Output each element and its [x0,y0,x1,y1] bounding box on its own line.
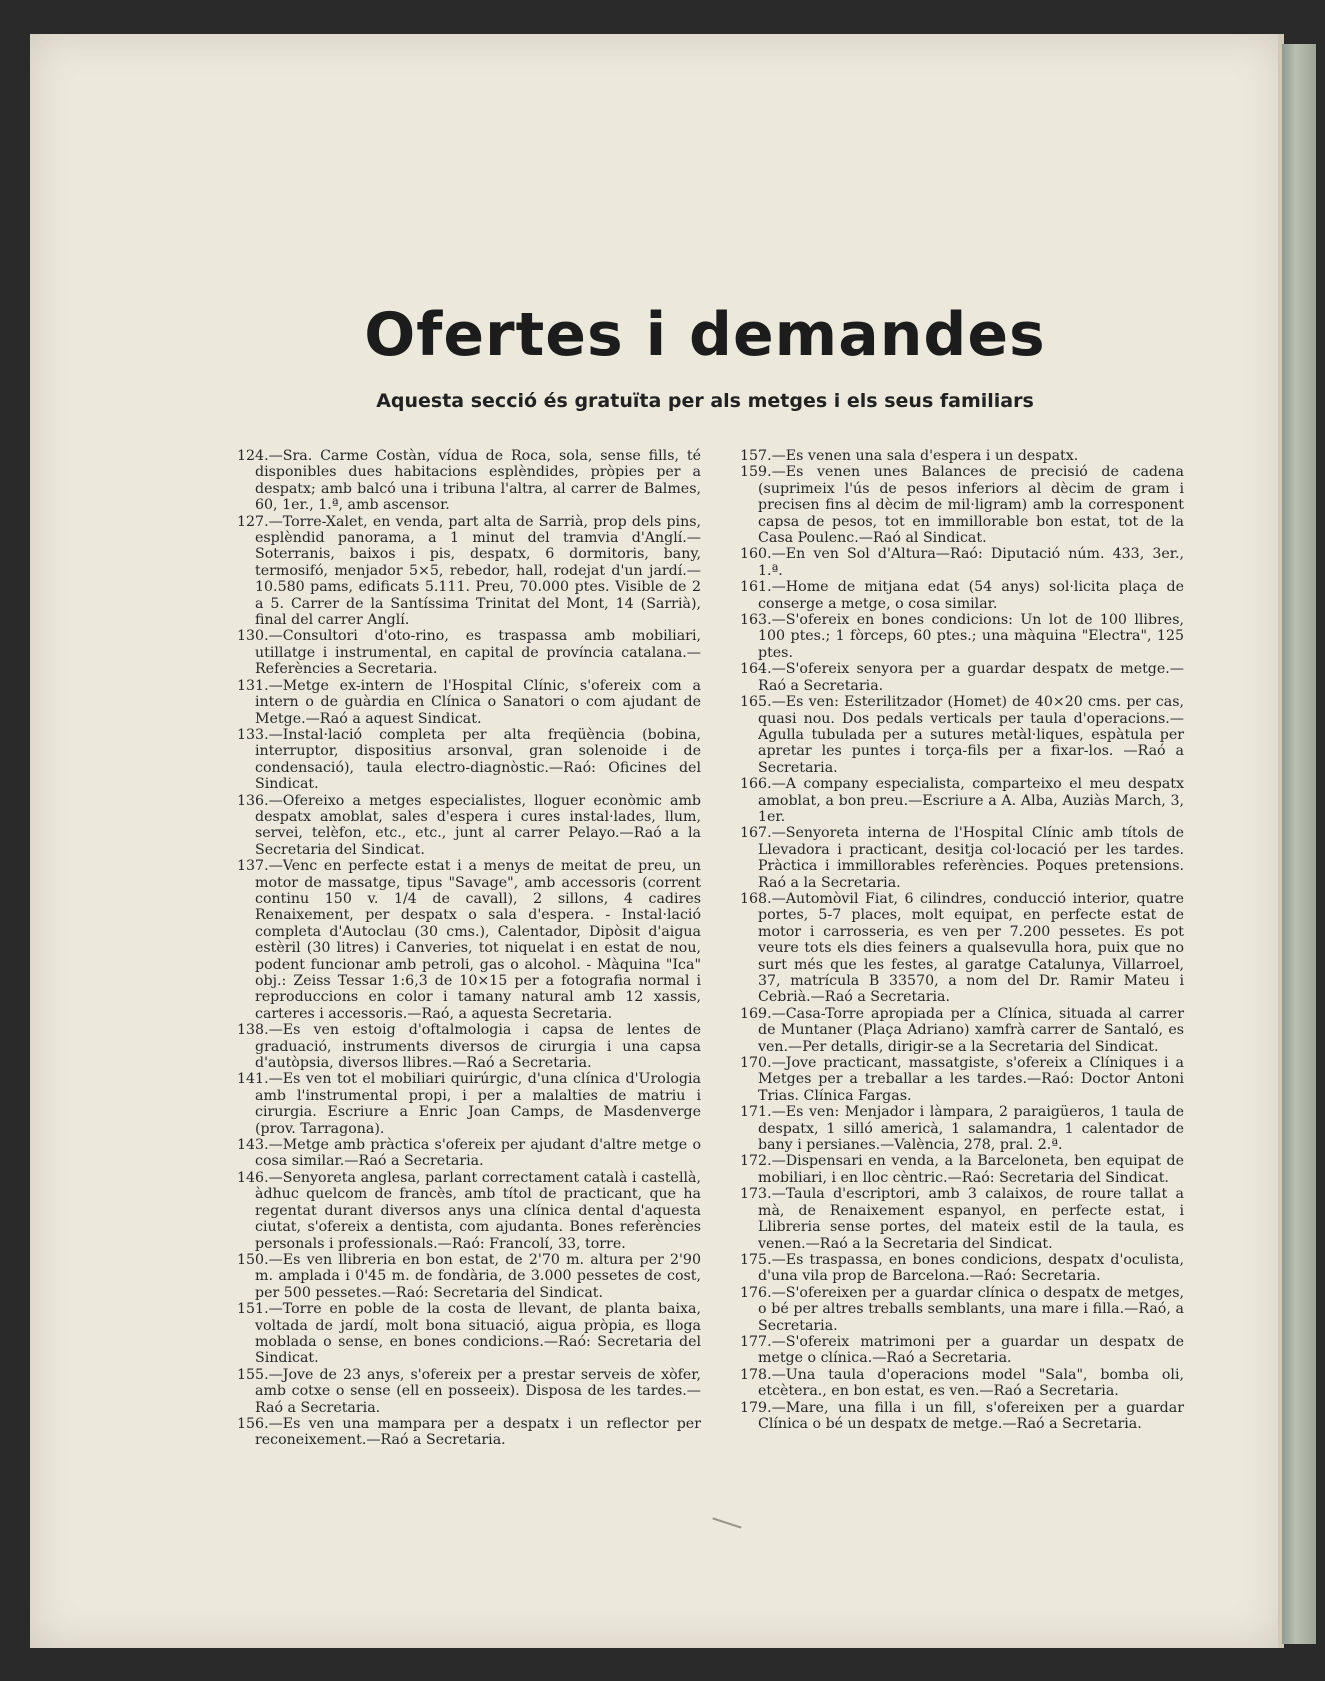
page-title: Ofertes i demandes [364,300,1046,370]
listing-176: 176.—S'ofereixen per a guardar clínica o despatx de metges, o bé per altres treballs semblants, una mare i filla.—Raó, a Secretaria. [740,1284,1184,1334]
listing-155: 155.—Jove de 23 anys, s'ofereix per a prestar serveis de xòfer, amb cotxe o sense (ell en posseeix). Disposa de les tardes.—Raó a Secretaria. [237,1366,701,1416]
listing-127: 127.—Torre-Xalet, en venda, part alta de Sarrià, prop dels pins, esplèndid panorama, a 1 minut del tramvia d'Anglí.—Soterranis, baixos i pis, despatx, 6 dormitoris, bany, termosifó, menjador 5×5, rebedor, hall, rodejat d'un jardí.—10.580 pams, edificats 5.111. Preu, 70.000 ptes. Visible de 2 a 5. Carrer de la Santíssima Trinitat del Mont, 14 (Sarrià), final del carrer Anglí. [237,513,701,629]
listing-137: 137.—Venc en perfecte estat i a menys de meitat de preu, un motor de massatge, tipus "Savage", amb accessoris (corrent continu 150 v. 1/4 de cavall), 2 sillons, 4 cadires Renaixement, per despatx o sala d'espera. - Instal·lació completa d'Autoclau (30 cms.), Calentador, Dipòsit d'aigua estèril (30 litres) i Canveries, tot niquelat i en estat de nou, podent funcionar amb petroli, gas o alcohol. - Màquina "Ica" obj.: Zeiss Tessar 1:6,3 de 10×15 per a fotografia normal i reproduccions en color i tamany natural amb 12 xassis, carteres i accessoris.—Raó, a aquesta Secretaria. [237,858,701,1022]
listing-141: 141.—Es ven tot el mobiliari quirúrgic, d'una clínica d'Urologia amb l'instrumental propi, i per a malalties de matriu i cirurgia. Escriure a Enric Joan Camps, de Masdenverge (prov. Tarragona). [237,1071,701,1137]
listing-165: 165.—Es ven: Esterilitzador (Homet) de 40×20 cms. per cas, quasi nou. Dos pedals verticals per taula d'operacions.—Agulla tubulada per a sutures metàl·liques, espàtula per apretar les puntes i torça-fils per a fixar-los. —Raó a Secretaria. [740,694,1184,776]
listing-150: 150.—Es ven llibreria en bon estat, de 2'70 m. altura per 2'90 m. amplada i 0'45 m. de fondària, de 3.000 pessetes de cost, per 500 pessetes.—Raó: Secretaria del Sindicat. [237,1251,701,1301]
right-column [740,448,1184,1432]
listing-169: 169.—Casa-Torre apropiada per a Clínica, situada al carrer de Muntaner (Plaça Adriano) xamfrà carrer de Santaló, es ven.—Per detalls, dirigir-se a la Secretaria del Sindicat. [740,1005,1184,1055]
listing-172: 172.—Dispensari en venda, a la Barceloneta, ben equipat de mobiliari, i en lloc cèntric.—Raó: Secretaria del Sindicat. [740,1153,1184,1186]
listing-146: 146.—Senyoreta anglesa, parlant correctament català i castellà, àdhuc quelcom de francès, amb títol de practicant, que ha regentat durant diversos anys una clínica dental d'aquesta ciutat, s'ofereix a dentista, com ajudanta. Bones referències personals i professionals.—Raó: Francolí, 33, torre. [237,1169,701,1252]
listing-157: 157.—Es venen una sala d'espera i un despatx. [740,448,1079,464]
listing-130: 130.—Consultori d'oto-rino, es traspassa amb mobiliari, utillatge i instrumental, en capital de província catalana.—Referències a Secretaria. [237,628,701,678]
page-subtitle: Aquesta secció és gratuïta per als metges i els seus familiars [376,390,1034,412]
left-column [237,448,701,1449]
listing-168: 168.—Automòvil Fiat, 6 cilindres, conducció interior, quatre portes, 5-7 places, molt equipat, en perfecte estat de motor i carrosseria, es ven per 7.200 pessetes. Es pot veure tots els dies feiners a qualsevulla hora, puix que no surt més que les festes, al garatge Catalunya, Villarroel, 37, matrícula B 33570, a nom del Dr. Ramir Mateu i Cebrià.—Raó a Secretaria. [740,890,1184,1006]
listing-161: 161.—Home de mitjana edat (54 anys) sol·licita plaça de conserge a metge, o cosa similar. [740,579,1184,612]
next-page-edge [1282,44,1316,1644]
listing-178: 178.—Una taula d'operacions model "Sala", bomba oli, etcètera., en bon estat, es ven.—Raó a Secretaria. [740,1366,1184,1400]
listing-179: 179.—Mare, una filla i un fill, s'ofereixen per a guardar Clínica o bé un despatx de metge.—Raó a Secretaria. [740,1399,1184,1432]
listing-163: 163.—S'ofereix en bones condicions: Un lot de 100 llibres, 100 ptes.; 1 fòrceps, 60 ptes.; una màquina "Electra", 125 ptes. [740,612,1184,661]
listing-151: 151.—Torre en poble de la costa de llevant, de planta baixa, voltada de jardí, molt bona situació, aigua pròpia, es lloga moblada o sense, en bones condicions.—Raó: Secretaria del Sindicat. [237,1301,701,1367]
listing-156: 156.—Es ven una mampara per a despatx i un reflector per reconeixement.—Raó a Secretaria. [237,1415,701,1449]
listing-171: 171.—Es ven: Menjador i làmpara, 2 paraigüeros, 1 taula de despatx, 1 silló americà, 1 salamandra, 1 calentador de bany i persianes.—València, 278, pral. 2.ª. [740,1104,1184,1154]
listing-160: 160.—En ven Sol d'Altura—Raó: Diputació núm. 433, 3er., 1.ª. [740,546,1184,579]
listing-133: 133.—Instal·lació completa per alta freqüència (bobina, interruptor, dispositius arsonval, gran solenoide i de condensació), taula electro-diagnòstic.—Raó: Oficines del Sindicat. [237,726,701,793]
listing-138: 138.—Es ven estoig d'oftalmologia i capsa de lentes de graduació, instruments diversos de cirurgia i una capsa d'autòpsia, diversos llibres.—Raó a Secretaria. [237,1022,701,1072]
listing-124: 124.—Sra. Carme Costàn, vídua de Roca, sola, sense fills, té disponibles dues habitacions esplèndides, pròpies per a despatx; amb balcó una i tribuna l'altra, al carrer de Balmes, 60, 1er., 1.ª, amb ascensor. [237,448,701,514]
listing-131: 131.—Metge ex-intern de l'Hospital Clínic, s'ofereix com a intern o de guàrdia en Clínica o Sanatori o com ajudant de Metge.—Raó a aquest Sindicat. [237,677,701,727]
listing-170: 170.—Jove practicant, massatgiste, s'ofereix a Clíniques i a Metges per a treballar a les tardes.—Raó: Doctor Antoni Trias. Clínica Fargas. [740,1055,1184,1104]
listing-166: 166.—A company especialista, comparteixo el meu despatx amoblat, a bon preu.—Escriure a A. Alba, Auziàs March, 3, 1er. [740,776,1184,825]
listing-164: 164.—S'ofereix senyora per a guardar despatx de metge.—Raó a Secretaria. [740,661,1184,694]
listing-177: 177.—S'ofereix matrimoni per a guardar un despatx de metge o clínica.—Raó a Secretaria. [740,1333,1184,1367]
listing-136: 136.—Ofereixo a metges especialistes, lloguer econòmic amb despatx amoblat, sales d'espera i cures instal·lades, llum, servei, telèfon, etc., etc., junt al carrer Pelayo.—Raó a la Secretaria del Sindicat. [237,792,701,858]
listing-143: 143.—Metge amb pràctica s'ofereix per ajudant d'altre metge o cosa similar.—Raó a Secretaria. [237,1137,701,1170]
listing-167: 167.—Senyoreta interna de l'Hospital Clínic amb títols de Llevadora i practicant, desitja col·locació per les tardes. Pràctica i immillorables referències. Poques pretensions. Raó a la Secretaria. [740,825,1184,891]
listing-175: 175.—Es traspassa, en bones condicions, despatx d'oculista, d'una vila prop de Barcelona.—Raó: Secretaria. [740,1251,1184,1285]
listing-159: 159.—Es venen unes Balances de precisió de cadena (suprimeix l'ús de pesos inferiors al dècim de gram i precisen fins al dècim de mil·ligram) amb la corresponent capsa de pesos, tot en immillorable bon estat, tot de la Casa Poulenc.—Raó al Sindicat. [740,464,1184,547]
listing-173: 173.—Taula d'escriptori, amb 3 calaixos, de roure tallat a mà, de Renaixement espanyol, en perfecte estat, i Llibreria sense portes, del mateix estil de la taula, es venen.—Raó a la Secretaria del Sindicat. [740,1186,1184,1252]
